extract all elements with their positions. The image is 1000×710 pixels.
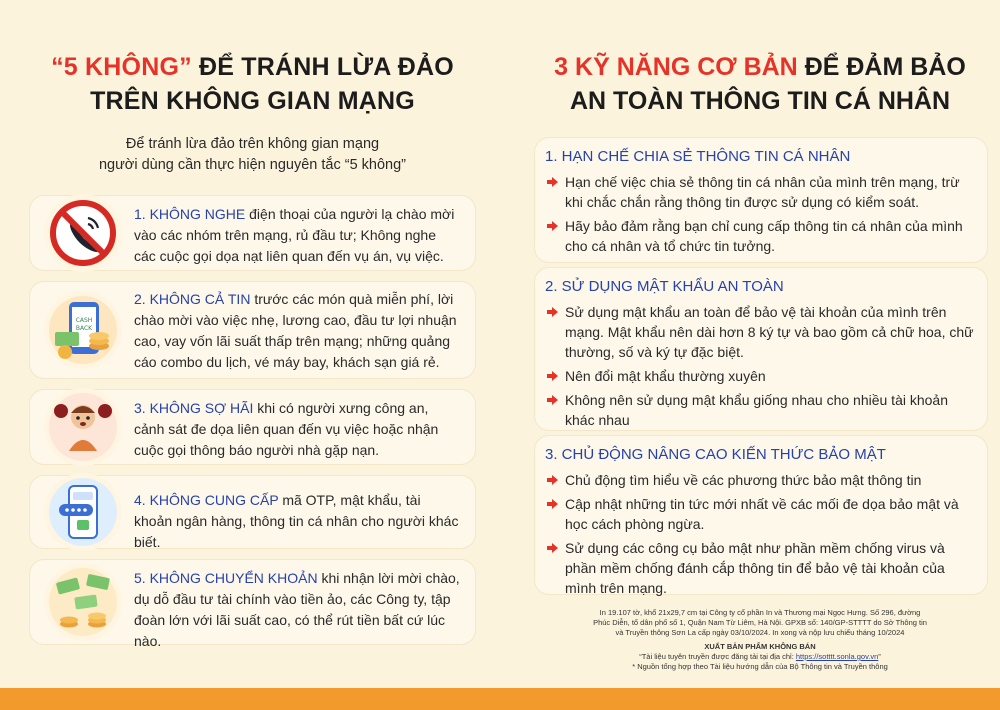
skill-bullet <box>545 172 975 212</box>
arrow-right-icon <box>547 395 558 405</box>
svg-text:BACK: BACK <box>75 325 93 332</box>
rule-key-3: 3. KHÔNG SỢ HÃI <box>134 400 254 416</box>
skill-bullet-text: Hãy bảo đảm rằng bạn chỉ cung cấp thông tin cá nhân của mình cho cá nhân và tổ chức tin tưởng. <box>565 218 963 254</box>
rule-key-2: 2. KHÔNG CẢ TIN <box>134 291 251 307</box>
rule-text-5 <box>134 568 461 652</box>
skill-bullet-text: Không nên sử dụng mật khẩu giống nhau cho nhiều tài khoản khác nhau <box>565 392 948 428</box>
note-line1: In 19.107 tờ, khổ 21x29,7 cm tại Công ty cổ phần In và Thương mại Ngọc Hưng. Số 296, đường <box>599 608 921 617</box>
skill-heading-1: 1. HẠN CHẾ CHIA SẺ THÔNG TIN CÁ NHÂN <box>545 148 851 165</box>
right-title <box>535 50 985 118</box>
note-line4-suffix: ” <box>878 652 881 661</box>
rule-text-3 <box>134 398 461 461</box>
skill-bullet <box>545 538 975 598</box>
note-line5: * Nguồn tổng hợp theo Tài liệu hướng dẫn của Bộ Thông tin và Truyền thông <box>632 662 888 671</box>
svg-text:CASH: CASH <box>75 317 93 324</box>
rule-desc-1: điện thoại của người lạ chào mời vào các nhóm trên mạng, rủ đầu tư; Không nghe các cuộc gọi dọa nạt liên quan đến vụ án, vụ việc. <box>134 206 455 264</box>
intro-line2: người dùng cần thực hiện nguyên tắc “5 không” <box>98 157 407 173</box>
rule-desc-5: khi nhận lời mời chào, dụ dỗ đầu tư tài chính vào tiền ảo, các Công ty, tập đoàn lớn với lãi suất cao, có thể rút tiền bất cứ lúc nào. <box>134 570 460 649</box>
skill-panel-3 <box>535 436 987 594</box>
arrow-right-icon <box>547 177 558 187</box>
skill-bullet-text: Nên đổi mật khẩu thường xuyên <box>565 368 766 384</box>
skill-panel-2 <box>535 268 987 430</box>
rule-key-4: 4. KHÔNG CUNG CẤP <box>134 492 279 508</box>
publication-note <box>560 608 960 672</box>
skill-bullet <box>545 494 975 534</box>
source-url-link[interactable]: https://sotttt.sonla.gov.vn <box>795 652 879 661</box>
arrow-right-icon <box>547 475 558 485</box>
arrow-right-icon <box>547 371 558 381</box>
arrow-right-icon <box>547 499 558 509</box>
arrow-right-icon <box>547 221 558 231</box>
skill-bullet <box>545 366 975 386</box>
left-intro <box>30 134 475 176</box>
note-line2: Phúc Diễn, tổ dân phố số 1, Quận Nam Từ Liêm, Hà Nội. GPXB số: 140/GP-STTTT do Sở Thông tin <box>593 618 927 627</box>
no-phone-icon <box>44 194 122 272</box>
note-line4 <box>560 652 960 662</box>
skill-bullet <box>545 390 975 430</box>
cashback-phone-icon <box>44 291 122 369</box>
money-transfer-icon <box>44 563 122 641</box>
right-title-line2: AN TOÀN THÔNG TIN CÁ NHÂN <box>569 87 951 115</box>
skill-heading-3: 3. CHỦ ĐỘNG NÂNG CAO KIẾN THỨC BẢO MẬT <box>545 446 886 463</box>
skill-bullet <box>545 216 975 256</box>
rule-text-1 <box>134 204 461 267</box>
arrow-right-icon <box>547 307 558 317</box>
rule-text-2 <box>134 289 461 373</box>
rule-desc-3: khi có người xưng công an, cảnh sát đe dọa liên quan đến vụ việc hoặc nhận cuộc gọi thông báo người nhà gặp nạn. <box>134 400 439 458</box>
skill-bullet <box>545 470 975 490</box>
skill-bullet-text: Chủ động tìm hiểu về các phương thức bảo mật thông tin <box>565 472 922 488</box>
rule-key-1: 1. KHÔNG NGHE <box>134 206 246 222</box>
rule-card-1 <box>30 196 475 270</box>
left-title <box>30 50 475 118</box>
scared-person-icon <box>44 388 122 466</box>
skill-bullet-text: Cập nhật những tin tức mới nhất về các mối đe dọa bảo mật và học cách phòng ngừa. <box>565 496 959 532</box>
footer-bar <box>0 688 1000 710</box>
right-title-highlight: 3 KỸ NĂNG CƠ BẢN <box>554 53 798 81</box>
skill-heading-2: 2. SỬ DỤNG MẬT KHẨU AN TOÀN <box>545 278 784 295</box>
left-title-highlight: “5 KHÔNG” <box>51 53 192 81</box>
rule-text-4 <box>134 490 461 553</box>
note-line4-prefix: “Tài liệu tuyên truyền được đăng tải tại địa chỉ: <box>639 652 796 661</box>
rule-card-2 <box>30 282 475 378</box>
note-heading: XUẤT BẢN PHẨM KHÔNG BÁN <box>704 642 816 651</box>
rule-card-3 <box>30 390 475 464</box>
skill-bullet <box>545 302 975 362</box>
note-line3: và Truyền thông Sơn La cấp ngày 03/10/2024. In xong và nộp lưu chiểu tháng 10/2024 <box>615 628 905 637</box>
right-column <box>535 50 985 118</box>
rule-desc-4: mã OTP, mật khẩu, tài khoản ngân hàng, thông tin cá nhân cho người khác biết. <box>134 492 459 550</box>
rule-desc-2: trước các món quà miễn phí, lời chào mời vào việc nhẹ, lương cao, đầu tư lợi nhuận cao, vay vốn lãi suất thấp trên mạng; những quảng cáo combo du lịch, vé máy bay, khách sạn giá rẻ. <box>134 291 457 370</box>
rule-key-5: 5. KHÔNG CHUYỂN KHOẢN <box>134 570 318 586</box>
arrow-right-icon <box>547 543 558 553</box>
rule-card-4 <box>30 476 475 548</box>
skill-bullet-text: Sử dụng các công cụ bảo mật như phần mềm chống virus và phần mềm chống đánh cắp thông tin để bảo vệ tài khoản của mình trên mạng. <box>565 540 945 596</box>
otp-phone-icon <box>44 473 122 551</box>
left-title-rest: ĐỂ TRÁNH LỪA ĐẢO <box>191 53 454 81</box>
intro-line1: Để tránh lừa đảo trên không gian mạng <box>125 136 380 152</box>
left-column <box>30 50 475 176</box>
left-title-line2: TRÊN KHÔNG GIAN MẠNG <box>90 87 415 115</box>
rule-card-5 <box>30 560 475 649</box>
skill-bullet-text: Hạn chế việc chia sẻ thông tin cá nhân của mình trên mạng, trừ khi chắc chắn rằng thông tin được sử dụng có kiểm soát. <box>565 174 960 210</box>
skill-bullet-text: Sử dụng mật khẩu an toàn để bảo vệ tài khoản của mình trên mạng. Mật khẩu nên dài hơn 8 ký tự và bao gồm cả chữ hoa, chữ thường, số và ký tự đặc biệt. <box>565 304 974 360</box>
right-title-rest: ĐỂ ĐẢM BẢO <box>797 53 966 81</box>
skill-panel-1 <box>535 138 987 262</box>
